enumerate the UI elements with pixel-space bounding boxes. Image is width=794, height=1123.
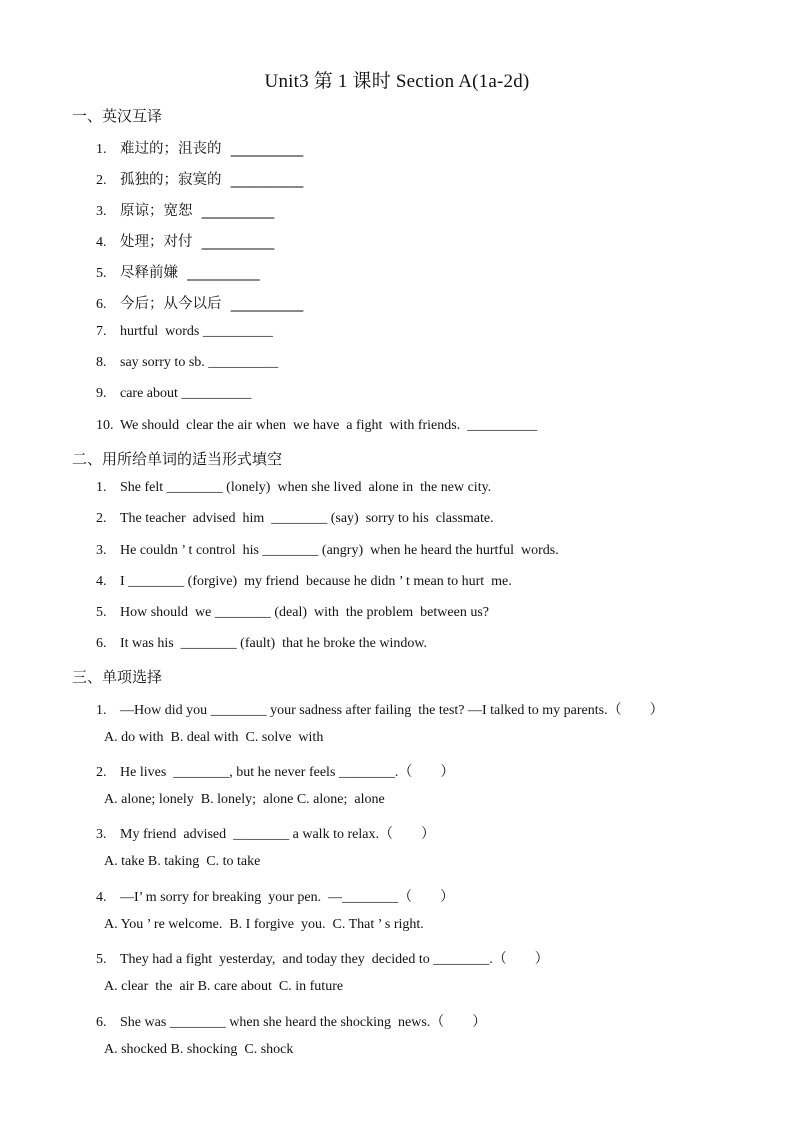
s1-item-5: 5. 尽释前嫌 __________	[96, 265, 260, 281]
s2-item-2: 2. The teacher advised him ________ (say) sorry to his classmate.	[96, 511, 494, 526]
s1-item-9: 9. care about __________	[96, 386, 252, 401]
section-1-heading: 一、英汉互译	[72, 107, 163, 125]
s3-question-4: 4. —I’ m sorry for breaking your pen. —________（ ）	[96, 890, 455, 905]
s3-question-6: 6. She was ________ when she heard the shocking news.（ ）	[96, 1015, 487, 1030]
s1-item-1: 1. 难过的；沮丧的 __________	[96, 141, 304, 157]
s1-item-2: 2. 孤独的；寂寞的 __________	[96, 172, 304, 188]
section-3-heading: 三、单项选择	[72, 668, 163, 686]
s3-question-3: 3. My friend advised ________ a walk to relax.（ ）	[96, 827, 435, 842]
s3-options-2: A. alone; lonely B. lonely; alone C. alone; alone	[104, 792, 385, 807]
s3-options-1: A. do with B. deal with C. solve with	[104, 730, 324, 745]
s1-item-10: 10. We should clear the air when we have a fight with friends. __________	[96, 418, 538, 433]
s2-item-1: 1. She felt ________ (lonely) when she lived alone in the new city.	[96, 480, 492, 495]
s1-item-8: 8. say sorry to sb. __________	[96, 355, 279, 370]
s1-item-6: 6. 今后；从今以后 __________	[96, 296, 304, 312]
s2-item-3: 3. He couldn ’ t control his ________ (angry) when he heard the hurtful words.	[96, 543, 559, 558]
s3-question-1: 1. —How did you ________ your sadness after failing the test? —I talked to my parents.（ ）	[96, 703, 664, 718]
s3-options-3: A. take B. taking C. to take	[104, 854, 261, 869]
s1-item-3: 3. 原谅；宽恕 __________	[96, 203, 275, 219]
s3-question-2: 2. He lives ________, but he never feels ________.（ ）	[96, 765, 455, 780]
s3-options-6: A. shocked B. shocking C. shock	[104, 1042, 294, 1057]
s2-item-5: 5. How should we ________ (deal) with the problem between us?	[96, 605, 489, 620]
s2-item-6: 6. It was his ________ (fault) that he broke the window.	[96, 636, 428, 651]
s1-item-4: 4. 处理；对付 __________	[96, 234, 275, 250]
s3-options-4: A. You ’ re welcome. B. I forgive you. C. That ’ s right.	[104, 917, 424, 932]
s3-options-5: A. clear the air B. care about C. in future	[104, 979, 344, 994]
page-title: Unit3 第 1 课时 Section A(1a-2d)	[264, 71, 530, 92]
s3-question-5: 5. They had a fight yesterday, and today they decided to ________.（ ）	[96, 952, 549, 967]
section-2-heading: 二、用所给单词的适当形式填空	[72, 450, 283, 468]
s2-item-4: 4. I ________ (forgive) my friend because he didn ’ t mean to hurt me.	[96, 574, 512, 589]
s1-item-7: 7. hurtful words __________	[96, 324, 273, 339]
